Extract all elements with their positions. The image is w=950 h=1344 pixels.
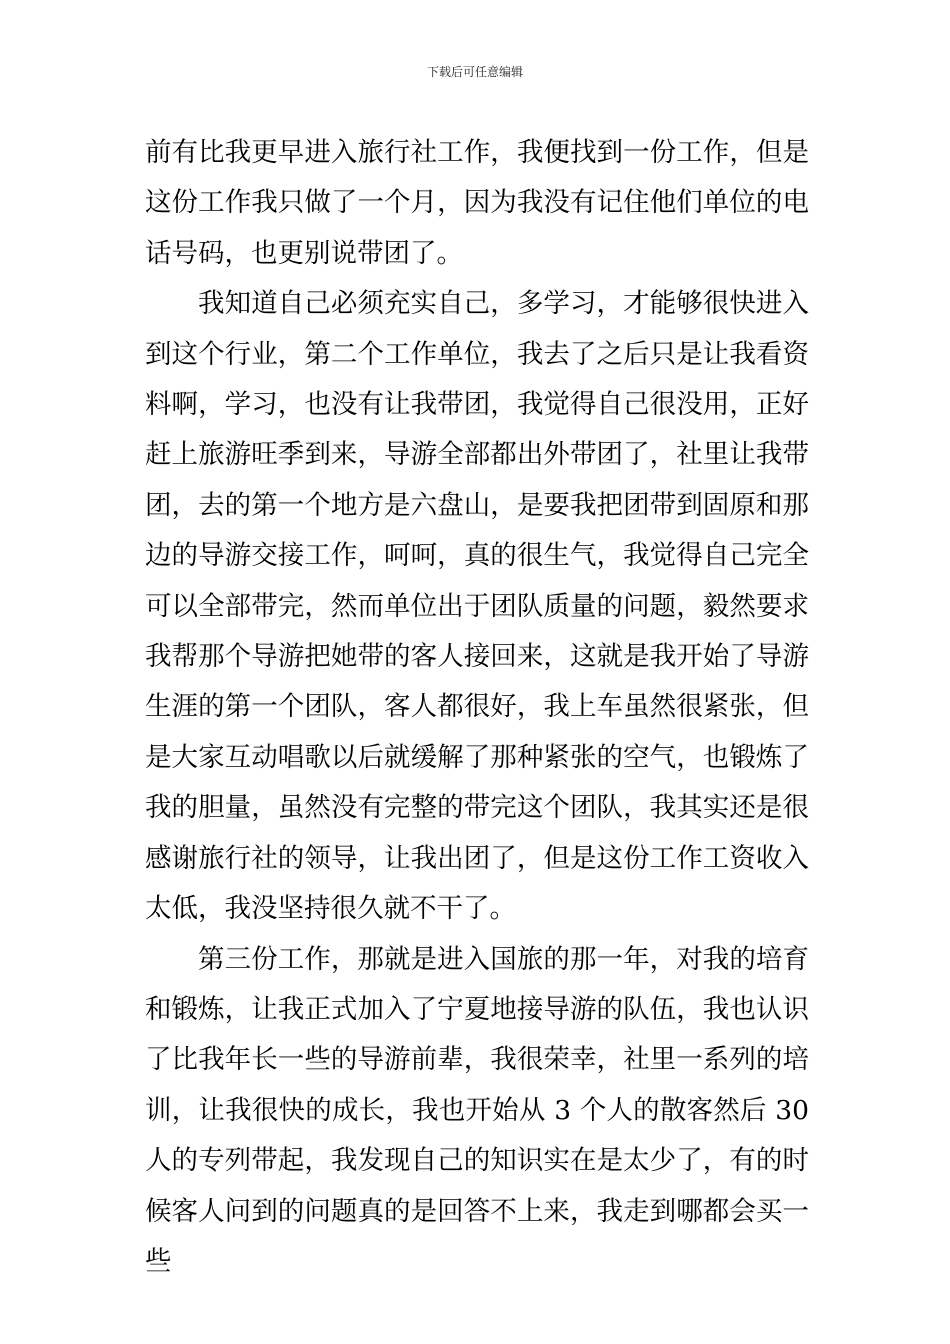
paragraph-continuation: 前有比我更早进入旅行社工作，我便找到一份工作，但是这份工作我只做了一个月，因为我没有记住他们单位的电话号码，也更别说带团了。	[145, 137, 809, 269]
paragraph-second-job: 我知道自己必须充实自己，多学习，才能够很快进入到这个行业，第二个工作单位，我去了之后只是让我看资料啊，学习，也没有让我带团，我觉得自己很没用，正好赶上旅游旺季到来，导游全部都出外带团了，社里让我带团，去的第一个地方是六盘山，是要我把团带到固原和那边的导游交接工作，呵呵，真的很生气，我觉得自己完全可以全部带完，然而单位出于团队质量的问题，毅然要求我帮那个导游把她带的客人接回来，这就是我开始了导游生涯的第一个团队，客人都很好，我上车虽然很紧张，但是大家互动唱歌以后就缓解了那种紧张的空气，也锻炼了我的胆量，虽然没有完整的带完这个团队，我其实还是很感谢旅行社的领导，让我出团了，但是这份工作工资收入太低，我没坚持很久就不干了。	[145, 288, 809, 925]
paragraph-third-job: 第三份工作，那就是进入国旅的那一年，对我的培育和锻炼，让我正式加入了宁夏地接导游的队伍，我也认识了比我年长一些的导游前辈，我很荣幸，社里一系列的培训，让我很快的成长，我也开始从 3 个人的散客然后 30 人的专列带起，我发现自己的知识实在是太少了，有的时候客人问到的问题真的是回答不上来，我走到哪都会买一些	[145, 943, 809, 1277]
document-body	[145, 128, 809, 1287]
page-header: 下载后可任意编辑	[426, 65, 523, 79]
